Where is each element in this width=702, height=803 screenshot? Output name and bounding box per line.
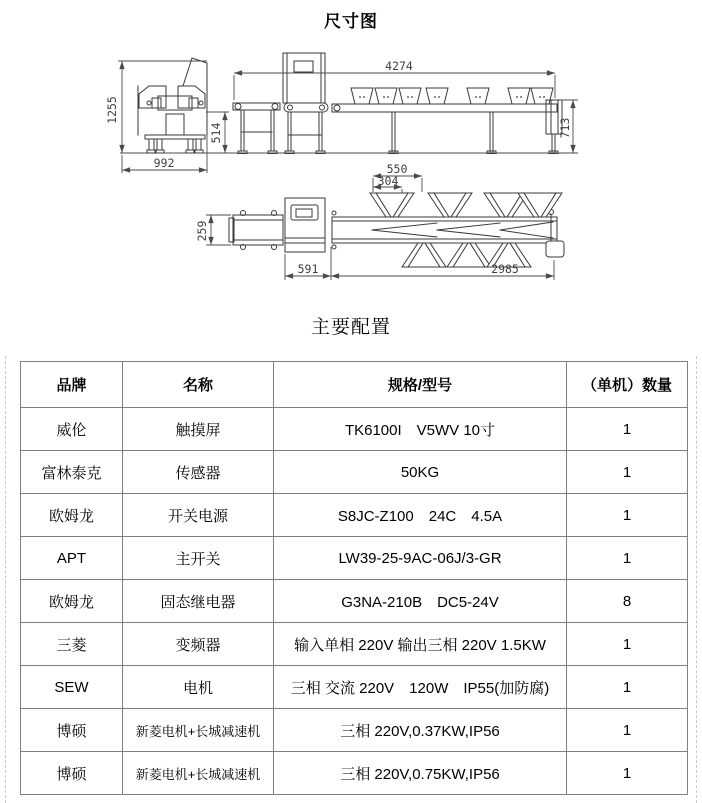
name-cell: 电机 xyxy=(123,666,274,709)
brand-cell: 欧姆龙 xyxy=(21,494,123,537)
top-chutes xyxy=(370,193,562,217)
table-row xyxy=(21,623,688,666)
dim-sorter-length: 2985 xyxy=(491,262,519,276)
brand-cell: 欧姆龙 xyxy=(21,580,123,623)
qty-cell: 1 xyxy=(567,408,688,451)
brand-cell: 富林泰克 xyxy=(21,451,123,494)
dim-total-height: 1255 xyxy=(105,96,119,124)
qty-cell: 8 xyxy=(567,580,688,623)
config-section-title: 主要配置 xyxy=(310,317,391,338)
name-cell: 固态继电器 xyxy=(123,580,274,623)
right-text-boundary xyxy=(696,356,697,803)
brand-cell: 威伦 xyxy=(21,408,123,451)
col-header-name: 名称 xyxy=(123,362,274,408)
discharge-box xyxy=(546,241,564,257)
left-text-boundary xyxy=(5,356,6,803)
name-cell: 传感器 xyxy=(123,451,274,494)
spec-cell: 输入单相 220V 输出三相 220V 1.5KW xyxy=(274,623,567,666)
config-table xyxy=(20,361,688,795)
end-view-drawing xyxy=(138,58,207,153)
dimension-drawing xyxy=(0,40,702,290)
table-row xyxy=(21,537,688,580)
brand-cell: APT xyxy=(21,537,123,580)
qty-cell: 1 xyxy=(567,623,688,666)
table-row xyxy=(21,408,688,451)
qty-cell: 1 xyxy=(567,537,688,580)
table-row xyxy=(21,494,688,537)
col-header-spec: 规格/型号 xyxy=(274,362,567,408)
page-title: 尺寸图 xyxy=(324,12,378,31)
table-row xyxy=(21,451,688,494)
dim-weigher-length: 591 xyxy=(297,262,319,276)
spec-cell: 三相 220V,0.37KW,IP56 xyxy=(274,709,567,752)
qty-cell: 1 xyxy=(567,451,688,494)
dim-chute-width: 304 xyxy=(377,174,399,188)
spec-cell: TK6100I V5WV 10寸 xyxy=(274,408,567,451)
name-cell: 变频器 xyxy=(123,623,274,666)
name-cell: 新菱电机+长城减速机 xyxy=(123,752,274,795)
dim-end-width: 992 xyxy=(153,156,175,170)
spec-cell: G3NA-210B DC5-24V xyxy=(274,580,567,623)
dim-belt-width: 259 xyxy=(195,220,209,242)
dim-outfeed-height: 713 xyxy=(558,117,572,139)
brand-cell: 博硕 xyxy=(21,752,123,795)
spec-cell: 50KG xyxy=(274,451,567,494)
name-cell: 主开关 xyxy=(123,537,274,580)
qty-cell: 1 xyxy=(567,666,688,709)
table-row xyxy=(21,666,688,709)
table-row xyxy=(21,709,688,752)
name-cell: 触摸屏 xyxy=(123,408,274,451)
qty-cell: 1 xyxy=(567,709,688,752)
plan-view-drawing xyxy=(229,193,564,267)
sorter-cups xyxy=(351,88,553,104)
brand-cell: 三菱 xyxy=(21,623,123,666)
spec-cell: 三相 220V,0.75KW,IP56 xyxy=(274,752,567,795)
table-row xyxy=(21,752,688,795)
dim-total-length: 4274 xyxy=(385,59,413,73)
dim-infeed-height: 514 xyxy=(209,122,223,144)
dim-chute-pitch: 550 xyxy=(386,162,408,176)
brand-cell: SEW xyxy=(21,666,123,709)
col-header-qty: （单机）数量 xyxy=(567,362,688,408)
col-header-brand: 品牌 xyxy=(21,362,123,408)
spec-cell: 三相 交流 220V 120W IP55(加防腐) xyxy=(274,666,567,709)
brand-cell: 博硕 xyxy=(21,709,123,752)
table-row xyxy=(21,580,688,623)
qty-cell: 1 xyxy=(567,494,688,537)
name-cell: 开关电源 xyxy=(123,494,274,537)
table-header-row xyxy=(21,362,688,408)
name-cell: 新菱电机+长城减速机 xyxy=(123,709,274,752)
spec-cell: LW39-25-9AC-06J/3-GR xyxy=(274,537,567,580)
spec-cell: S8JC-Z100 24C 4.5A xyxy=(274,494,567,537)
qty-cell: 1 xyxy=(567,752,688,795)
